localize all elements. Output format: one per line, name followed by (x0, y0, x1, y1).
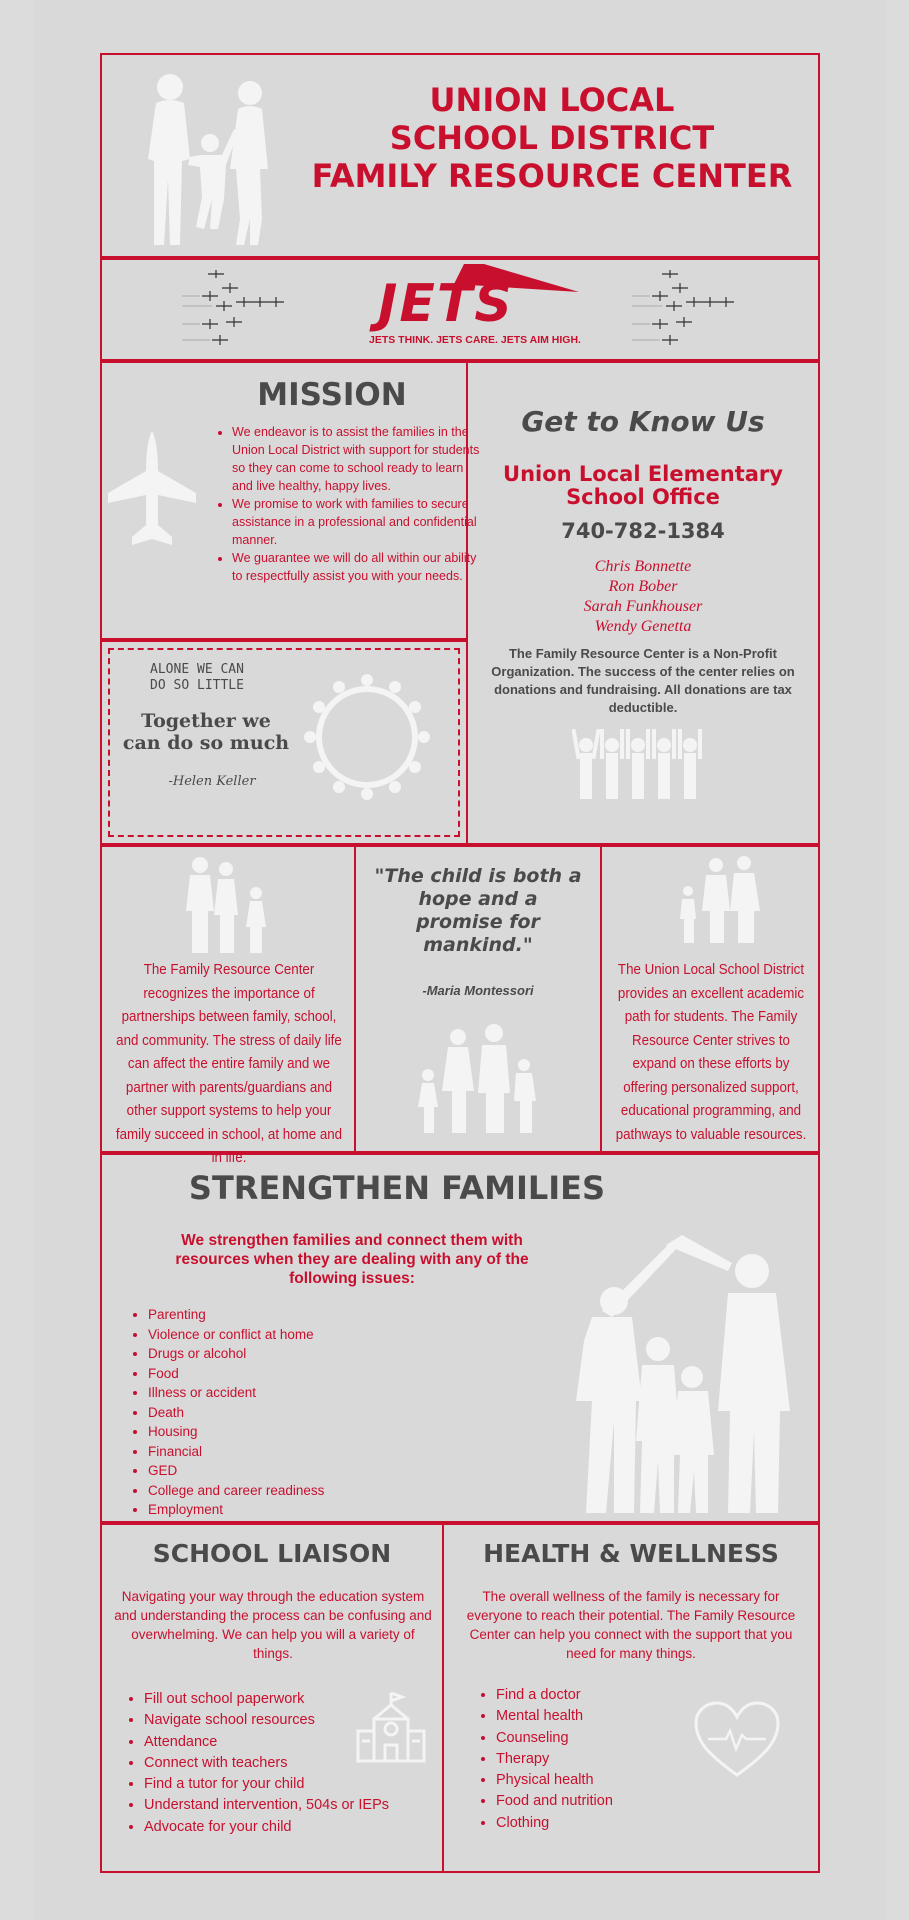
strengthen-box (100, 1153, 820, 1523)
jets-logo: JETS (378, 274, 514, 334)
staff-name: Ron Bober (608, 578, 678, 595)
family-silhouette-icon (180, 855, 274, 955)
list-item: • Attendance (144, 1732, 434, 1753)
together-line1: Together we (141, 710, 271, 732)
circle-of-people-icon (302, 672, 432, 802)
mission-list (210, 423, 482, 585)
list-item: • Understand intervention, 504s or IEPs (144, 1795, 434, 1816)
list-item: • Illness or accident (148, 1383, 448, 1403)
staff-name: Wendy Genetta (594, 618, 692, 635)
jets-tagline: JETS THINK. JETS CARE. JETS AIM HIGH. (369, 334, 581, 346)
jet-formation-icon (182, 266, 302, 356)
list-item: • Financial (148, 1442, 448, 1462)
family-silhouette-icon (676, 855, 766, 945)
list-item: • Advocate for your child (144, 1817, 434, 1838)
together-line2: can do so much (122, 732, 290, 754)
list-item: • Mental health (496, 1706, 726, 1727)
list-item: • Drugs or alcohol (148, 1344, 448, 1364)
phone-number: 740-782-1384 (561, 519, 725, 543)
jet-icon (106, 431, 198, 551)
list-item: • Therapy (496, 1749, 726, 1770)
nonprofit-note: The Family Resource Center is a Non-Profit Organization. The success of the center relies on donations and fundraising. All donations are tax deductible. (491, 646, 795, 715)
issues-list (126, 1305, 448, 1520)
quote-author: -Helen Keller (168, 774, 256, 789)
montessori-quote: "The child is both a hope and a promise for mankind." (374, 865, 582, 956)
list-item: • Find a doctor (496, 1685, 726, 1706)
list-item: • Fill out school paperwork (144, 1689, 434, 1710)
list-item: • Clothing (496, 1813, 726, 1834)
list-item: • Connect with teachers (144, 1753, 434, 1774)
health-title: HEALTH & WELLNESS (483, 1539, 779, 1568)
family-silhouette-icon (132, 69, 272, 249)
strengthen-intro: We strengthen families and connect them with resources when they are dealing with any of the following issues: (175, 1232, 529, 1287)
health-intro: The overall wellness of the family is necessary for everyone to reach their potential. The Family Resource Center can help you connect with the support that you need for many things. (466, 1589, 796, 1661)
mission-title: MISSION (257, 377, 407, 413)
quote-line1: ALONE WE CAN (150, 662, 244, 677)
liaison-title: SCHOOL LIAISON (152, 1539, 392, 1568)
mission-box (100, 361, 480, 640)
header-line1: UNION LOCAL (429, 81, 675, 119)
liaison-box (100, 1523, 444, 1873)
health-box (442, 1523, 820, 1873)
keller-quote-box (100, 640, 468, 845)
partnerships-box (100, 845, 356, 1166)
heart-heartbeat-icon (692, 1699, 782, 1779)
contact-box (466, 361, 820, 845)
staff-name: Chris Bonnette (594, 558, 692, 575)
liaison-intro: Navigating your way through the education system and understanding the process can be confusing and overwhelming. We can help you will a variety of things. (114, 1589, 432, 1661)
jets-banner (100, 258, 820, 361)
list-item: • We endeavor is to assist the families in the Union Local District with support for students so they can come to school ready to learn and live healthy, happy lives. (232, 423, 482, 495)
school-building-icon (354, 1691, 428, 1763)
staff-name: Sarah Funkhouser (583, 598, 703, 615)
list-item: • Find a tutor for your child (144, 1774, 434, 1795)
quote-line2: DO SO LITTLE (150, 678, 244, 693)
list-item: • Employment (148, 1500, 448, 1520)
list-item: • Navigate school resources (144, 1710, 434, 1731)
list-item: • Violence or conflict at home (148, 1325, 448, 1345)
strengthen-title: STRENGTHEN FAMILIES (188, 1169, 606, 1207)
header-line2: SCHOOL DISTRICT (389, 119, 715, 157)
office-line2: School Office (566, 485, 720, 509)
flyer-page (34, 0, 886, 1920)
montessori-box (354, 845, 602, 1153)
contact-title: Get to Know Us (521, 405, 765, 438)
family-roof-silhouette-icon (562, 1201, 802, 1517)
list-item: • We guarantee we will do all within our ability to respectfully assist you with your needs. (232, 549, 482, 585)
family-silhouette-icon (414, 1023, 538, 1135)
montessori-author: -Maria Montessori (422, 983, 534, 998)
list-item: • College and career readiness (148, 1481, 448, 1501)
partnerships-text: The Family Resource Center recognizes the importance of partnerships between family, school, and community. The stress of daily life can affect the entire family and we partner with parents/guardians and other support systems to help your family succeed in school, at home and in life. (115, 962, 343, 1166)
list-item: • Counseling (496, 1728, 726, 1749)
header-box (100, 53, 820, 258)
list-item: • We promise to work with families to secure assistance in a professional and confidential manner. (232, 495, 482, 549)
list-item: • Physical health (496, 1770, 726, 1791)
academic-box (600, 845, 820, 1153)
list-item: • Food and nutrition (496, 1791, 726, 1812)
list-item: • Housing (148, 1422, 448, 1442)
header-line3: FAMILY RESOURCE CENTER (311, 157, 793, 195)
office-line1: Union Local Elementary (503, 462, 783, 486)
raised-hands-icon (572, 727, 706, 799)
list-item: • Parenting (148, 1305, 448, 1325)
academic-text: The Union Local School District provides an excellent academic path for students. The Family Resource Center strives to expand on these efforts by offering personalized support, educational programming, and pathways to valuable resources. (615, 962, 807, 1143)
list-item: • Food (148, 1364, 448, 1384)
jet-formation-icon-right (632, 266, 752, 356)
list-item: • GED (148, 1461, 448, 1481)
list-item: • Death (148, 1403, 448, 1423)
health-list (474, 1685, 726, 1834)
